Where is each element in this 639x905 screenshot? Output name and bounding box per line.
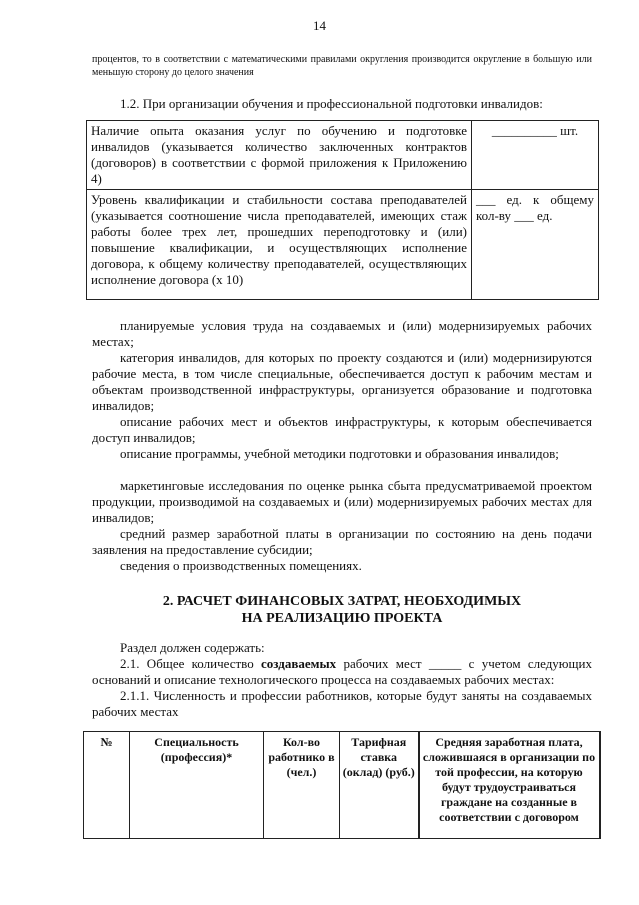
paragraph-workplace-description: описание рабочих мест и объектов инфраструктуры, к которым обеспечивается доступ инвалидов; xyxy=(92,414,592,445)
table-cell-value: __________ шт. xyxy=(472,121,599,190)
table-header-row xyxy=(84,732,600,839)
item-2-1-1: 2.1.1. Численность и профессии работников, которые будут заняты на создаваемых рабочих местах xyxy=(92,688,592,719)
header-specialty: Специальность (профессия)* xyxy=(130,732,264,839)
item-2-1-text-start: 2.1. Общее количество xyxy=(120,656,262,671)
paragraph-market-research: маркетинговые исследования по оценке рынка сбыта предусматриваемой проектом продукции, производимой на создаваемых и (или) модернизируемых рабочих местах для инвалидов; xyxy=(92,478,592,525)
item-2-1-text-end: рабочих мест _____ с учетом следующих оснований и описание технологического процесса на создаваемых рабочих местах: xyxy=(92,656,592,687)
table-row xyxy=(87,190,599,300)
footnote-text: процентов, то в соответствии с математическими правилами округления производится округление в большую или меньшую сторону до целого значения xyxy=(92,54,592,78)
table-cell-description: Уровень квалификации и стабильности состава преподавателей (указывается соотношение числа преподавателей, имеющих стаж работы более трех лет, прошедших переподготовку и (или) повышение квалификации, и осуществляющих исполнение договора, к общему количеству преподавателей, осуществляющих исполнение договора (х 10) xyxy=(87,190,472,300)
header-tariff-rate: Тарифная ставка (оклад) (руб.) xyxy=(340,732,419,839)
section-2-heading xyxy=(92,593,592,627)
table-row xyxy=(87,121,599,190)
section-2-heading-line1: 2. РАСЧЕТ ФИНАНСОВЫХ ЗАТРАТ, НЕОБХОДИМЫХ xyxy=(162,594,522,609)
section-intro: Раздел должен содержать: xyxy=(120,640,265,655)
header-number: № xyxy=(84,732,130,839)
paragraph-work-conditions: планируемые условия труда на создаваемых и (или) модернизируемых рабочих местах; xyxy=(92,318,592,349)
table-cell-description: Наличие опыта оказания услуг по обучению и подготовке инвалидов (указывается количество заключенных контрактов (договоров) в соответствии с формой приложения к Приложению 4) xyxy=(87,121,472,190)
header-average-salary: Средняя заработная плата, сложившаяся в организации по той профессии, на которую будут трудоустраиваться граждане на созданные в соответствии с договором xyxy=(419,732,600,839)
table-cell-value: ___ ед. к общему кол-ву ___ ед. xyxy=(472,190,599,300)
experience-table xyxy=(86,120,599,300)
paragraph-premises: сведения о производственных помещениях. xyxy=(120,558,362,573)
header-worker-count: Кол-во работнико в (чел.) xyxy=(264,732,340,839)
section-1-2-heading: 1.2. При организации обучения и профессиональной подготовки инвалидов: xyxy=(120,96,543,111)
item-2-1-bold-word: создаваемых xyxy=(261,656,337,671)
workers-table xyxy=(83,731,601,839)
page-number: 14 xyxy=(313,18,326,33)
paragraph-training-program: описание программы, учебной методики подготовки и образования инвалидов; xyxy=(120,446,559,461)
paragraph-average-salary: средний размер заработной платы в организации по состоянию на день подачи заявления на предоставление субсидии; xyxy=(92,526,592,557)
section-2-heading-line2: НА РЕАЛИЗАЦИЮ ПРОЕКТА xyxy=(241,611,443,626)
item-2-1 xyxy=(92,656,592,688)
paragraph-disability-category: категория инвалидов, для которых по проекту создаются и (или) модернизируются рабочие места, в том числе специальные, обеспечивается доступ к рабочим местам и объектам производственной инфраструктуры, организуется образование и подготовка инвалидов; xyxy=(92,350,592,413)
